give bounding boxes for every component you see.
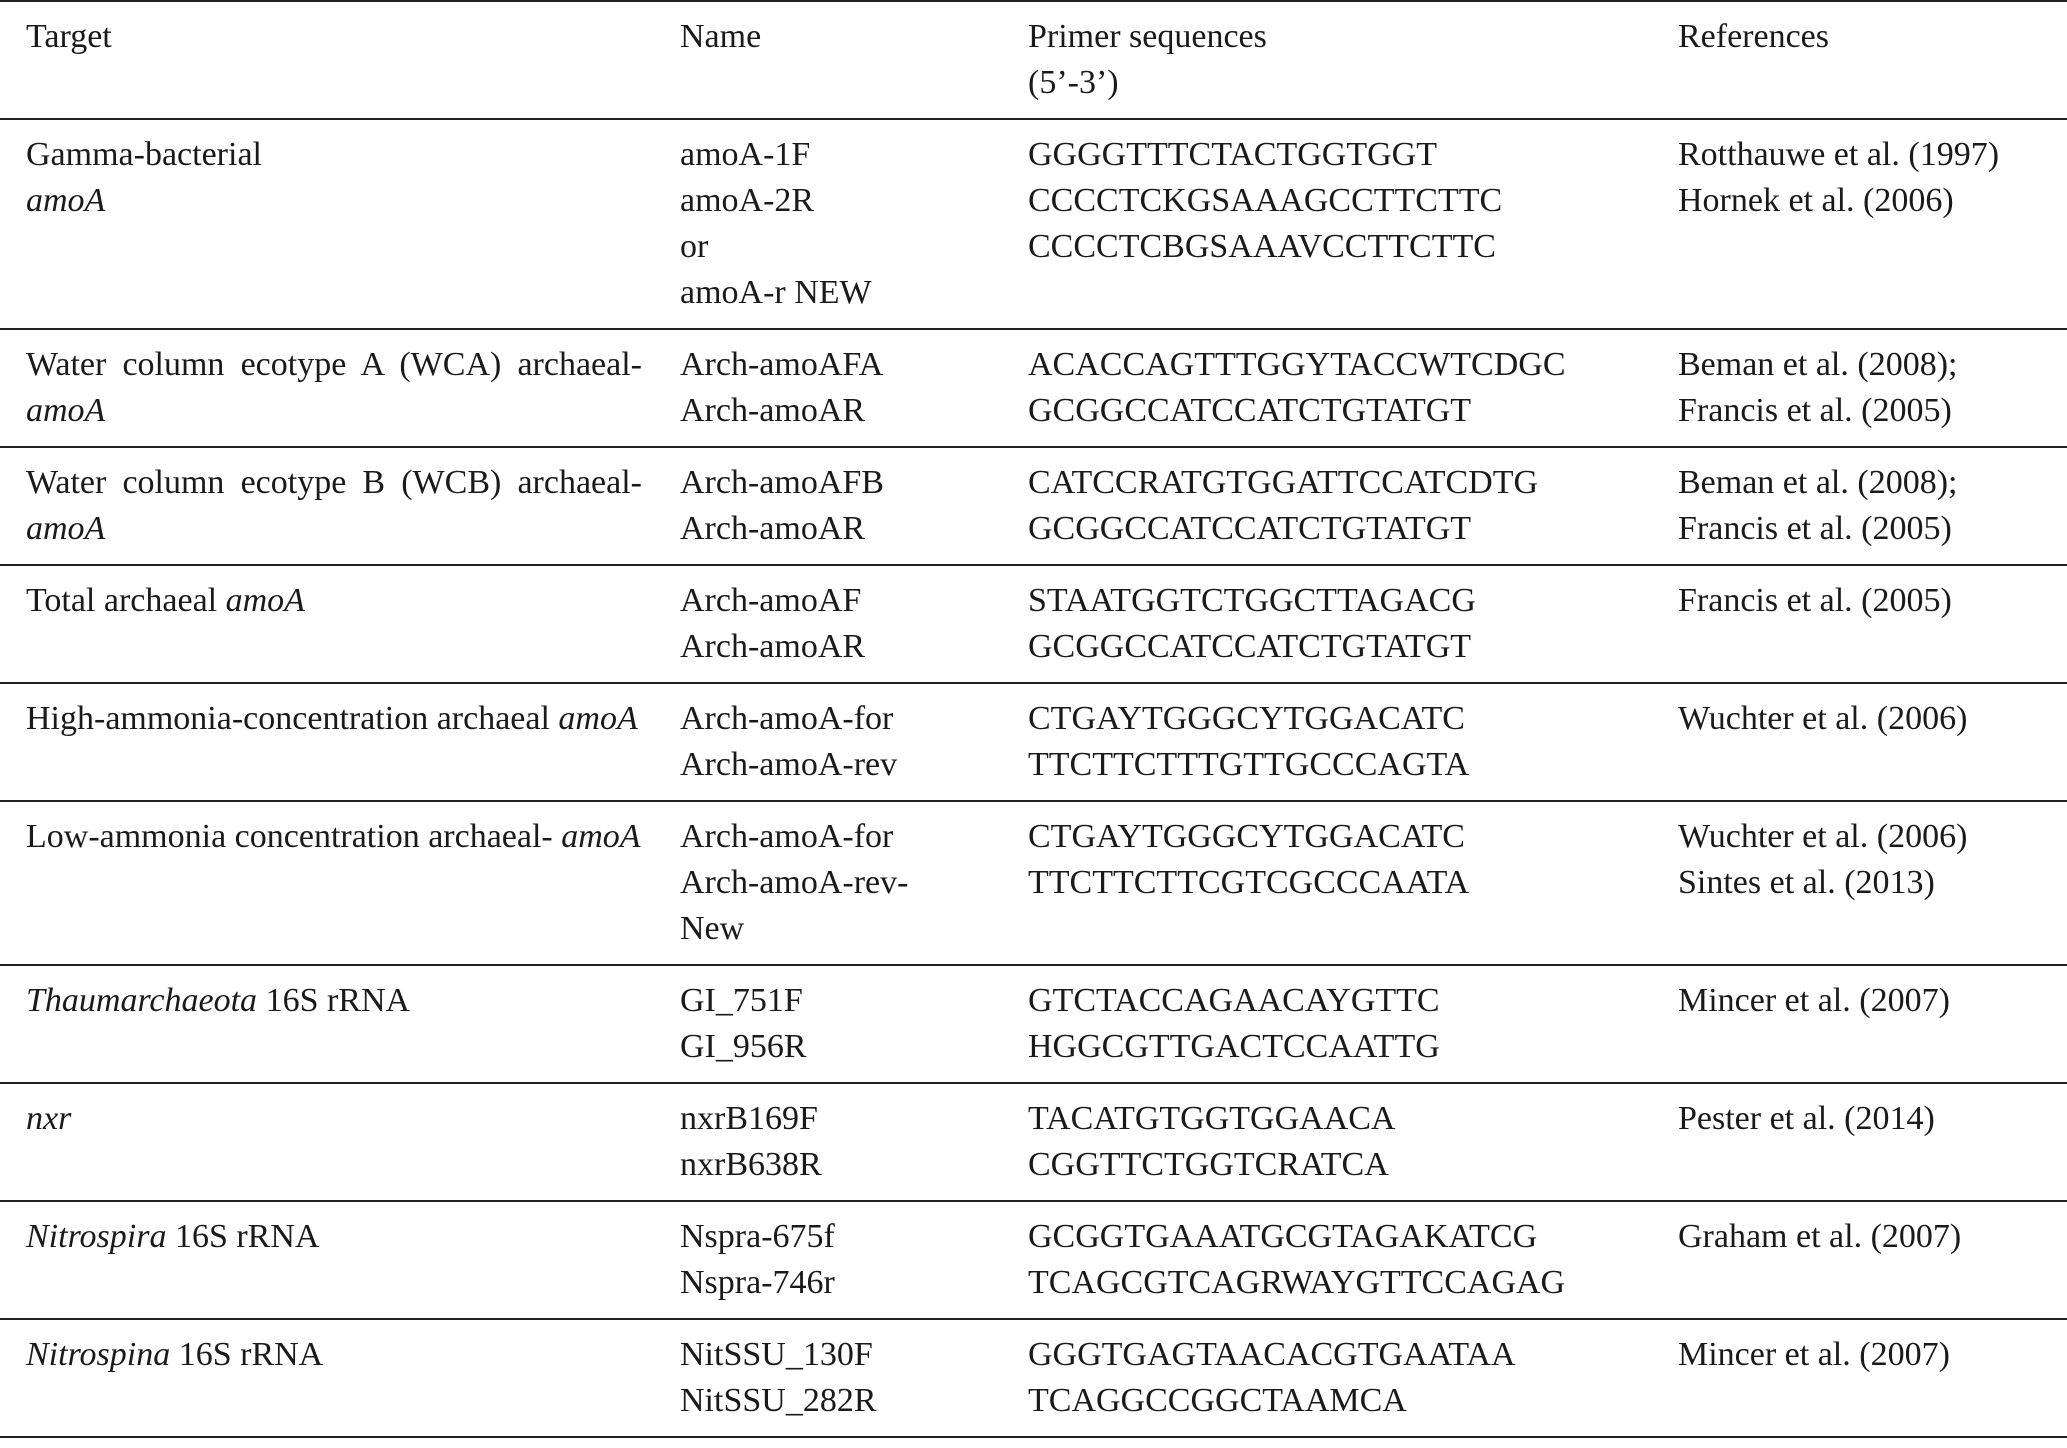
target-gene: amoA	[225, 582, 305, 619]
primer-sequence: CGGTTCTGGTCRATCA	[1028, 1146, 1389, 1183]
primer-sequence: GCGGCCATCCATCTGTATGT	[1028, 628, 1472, 665]
cell-references	[1678, 1083, 2067, 1201]
primer-name: Arch-amoA-rev	[680, 746, 898, 783]
target-gene: nxr	[26, 1100, 72, 1137]
cell-target	[0, 329, 680, 447]
primer-sequence: GGGTGAGTAACACGTGAATAA	[1028, 1336, 1516, 1373]
target-gene: amoA	[561, 818, 641, 855]
primer-name: NitSSU_130F	[680, 1336, 873, 1373]
cell-name	[680, 565, 1028, 683]
cell-sequences	[1028, 1201, 1678, 1319]
cell-references	[1678, 119, 2067, 329]
header-references: References	[1678, 18, 1830, 55]
table-row	[0, 1201, 2067, 1319]
target-text: 16S rRNA	[178, 1336, 324, 1373]
primer-name: Arch-amoAFB	[680, 464, 884, 501]
primer-name: nxrB169F	[680, 1100, 818, 1137]
primer-name: GI_956R	[680, 1028, 807, 1065]
primer-name: nxrB638R	[680, 1146, 822, 1183]
primer-sequence: TTCTTCTTTGTTGCCCAGTA	[1028, 746, 1470, 783]
cell-name	[680, 683, 1028, 801]
reference: Wuchter et al. (2006)	[1678, 818, 1968, 855]
primer-sequence: HGGCGTTGACTCCAATTG	[1028, 1028, 1440, 1065]
table-row	[0, 329, 2067, 447]
primer-sequence: TCAGGCCGGCTAAMCA	[1028, 1382, 1407, 1419]
primer-name: Arch-amoAR	[680, 510, 866, 547]
target-text: High-ammonia-concentration archaeal	[26, 700, 550, 737]
reference: Beman et al. (2008);	[1678, 464, 1958, 501]
target-text: Gamma-bacterial	[26, 136, 262, 173]
primer-sequence: ACACCAGTTTGGYTACCWTCDGC	[1028, 346, 1566, 383]
reference: Mincer et al. (2007)	[1678, 982, 1950, 1019]
cell-target	[0, 565, 680, 683]
target-taxon: Nitrospina	[26, 1336, 171, 1373]
cell-target	[0, 447, 680, 565]
cell-sequences	[1028, 447, 1678, 565]
table-row	[0, 801, 2067, 965]
cell-references	[1678, 1201, 2067, 1319]
target-gene: amoA	[26, 510, 106, 547]
cell-references	[1678, 965, 2067, 1083]
primer-sequence: GCGGTGAAATGCGTAGAKATCG	[1028, 1218, 1538, 1255]
primer-sequence: STAATGGTCTGGCTTAGACG	[1028, 582, 1476, 619]
primer-name: Nspra-675f	[680, 1218, 835, 1255]
primer-sequence: GCGGCCATCCATCTGTATGT	[1028, 392, 1472, 429]
target-text: 16S rRNA	[265, 982, 411, 1019]
cell-target	[0, 1201, 680, 1319]
table-row	[0, 119, 2067, 329]
primer-name: amoA-r NEW	[680, 274, 872, 311]
reference: Pester et al. (2014)	[1678, 1100, 1935, 1137]
primer-name: Arch-amoAFA	[680, 346, 884, 383]
primer-sequence: CTGAYTGGGCYTGGACATC	[1028, 700, 1465, 737]
cell-sequences	[1028, 1319, 1678, 1437]
target-text: Total archaeal	[26, 582, 218, 619]
cell-references	[1678, 1319, 2067, 1437]
primer-sequence: CATCCRATGTGGATTCCATCDTG	[1028, 464, 1539, 501]
reference: Hornek et al. (2006)	[1678, 182, 1954, 219]
primer-sequence: TCAGCGTCAGRWAYGTTCCAGAG	[1028, 1264, 1566, 1301]
primer-name: Arch-amoAF	[680, 582, 862, 619]
primer-sequence: GTCTACCAGAACAYGTTC	[1028, 982, 1440, 1019]
cell-sequences	[1028, 329, 1678, 447]
cell-references	[1678, 683, 2067, 801]
cell-target	[0, 1319, 680, 1437]
target-gene: amoA	[558, 700, 638, 737]
cell-sequences	[1028, 965, 1678, 1083]
primer-name: amoA-2R	[680, 182, 815, 219]
reference: Francis et al. (2005)	[1678, 510, 1952, 547]
target-gene: amoA	[26, 392, 106, 429]
table-header-row	[0, 1, 2067, 119]
cell-name	[680, 1319, 1028, 1437]
reference: Francis et al. (2005)	[1678, 392, 1952, 429]
primer-sequence: TACATGTGGTGGAACA	[1028, 1100, 1396, 1137]
table-row	[0, 565, 2067, 683]
header-name: Name	[680, 18, 762, 55]
table-row	[0, 447, 2067, 565]
cell-sequences	[1028, 801, 1678, 965]
primer-sequence: CCCCTCBGSAAAVCCTTCTTC	[1028, 228, 1496, 265]
reference: Wuchter et al. (2006)	[1678, 700, 1968, 737]
target-gene: amoA	[26, 182, 106, 219]
primer-name: GI_751F	[680, 982, 803, 1019]
primer-name: Arch-amoA-rev-	[680, 864, 909, 901]
target-text: Water column ecotype B (WCB) archaeal-	[26, 464, 642, 501]
target-text: 16S rRNA	[174, 1218, 320, 1255]
primer-sequence: GGGGTTTCTACTGGTGGT	[1028, 136, 1437, 173]
primer-sequence: CCCCTCKGSAAAGCCTTCTTC	[1028, 182, 1503, 219]
primer-sequence: CTGAYTGGGCYTGGACATC	[1028, 818, 1465, 855]
cell-name	[680, 1083, 1028, 1201]
reference: Graham et al. (2007)	[1678, 1218, 1962, 1255]
primer-sequence: TTCTTCTTCGTCGCCCAATA	[1028, 864, 1470, 901]
cell-name	[680, 801, 1028, 965]
primer-name: Nspra-746r	[680, 1264, 835, 1301]
target-text: Water column ecotype A (WCA) archaeal-	[26, 346, 642, 383]
table-row	[0, 1319, 2067, 1437]
cell-references	[1678, 801, 2067, 965]
primer-name: New	[680, 910, 745, 947]
cell-name	[680, 329, 1028, 447]
table-row	[0, 1083, 2067, 1201]
target-taxon: Thaumarchaeota	[26, 982, 258, 1019]
primer-name: Arch-amoAR	[680, 628, 866, 665]
cell-target	[0, 1083, 680, 1201]
table-row	[0, 683, 2067, 801]
header-sequences-line1: Primer sequences	[1028, 18, 1267, 55]
primer-name: NitSSU_282R	[680, 1382, 877, 1419]
cell-target	[0, 119, 680, 329]
header-primer-sequences	[1028, 1, 1678, 119]
cell-sequences	[1028, 1083, 1678, 1201]
cell-name	[680, 447, 1028, 565]
table-row	[0, 965, 2067, 1083]
cell-sequences	[1028, 683, 1678, 801]
primer-name: or	[680, 228, 709, 265]
cell-target	[0, 683, 680, 801]
primer-sequence: GCGGCCATCCATCTGTATGT	[1028, 510, 1472, 547]
cell-name	[680, 119, 1028, 329]
cell-target	[0, 965, 680, 1083]
cell-references	[1678, 565, 2067, 683]
cell-name	[680, 965, 1028, 1083]
header-target: Target	[26, 18, 112, 55]
reference: Mincer et al. (2007)	[1678, 1336, 1950, 1373]
cell-target	[0, 801, 680, 965]
primer-name: Arch-amoA-for	[680, 818, 894, 855]
reference: Rotthauwe et al. (1997)	[1678, 136, 2000, 173]
cell-references	[1678, 447, 2067, 565]
primer-name: amoA-1F	[680, 136, 811, 173]
cell-name	[680, 1201, 1028, 1319]
cell-sequences	[1028, 119, 1678, 329]
cell-references	[1678, 329, 2067, 447]
target-text: Low-ammonia concentration archaeal-	[26, 818, 553, 855]
cell-sequences	[1028, 565, 1678, 683]
reference: Beman et al. (2008);	[1678, 346, 1958, 383]
primer-name: Arch-amoA-for	[680, 700, 894, 737]
reference: Francis et al. (2005)	[1678, 582, 1952, 619]
header-sequences-line2: (5’-3’)	[1028, 64, 1119, 101]
target-taxon: Nitrospira	[26, 1218, 167, 1255]
reference: Sintes et al. (2013)	[1678, 864, 1935, 901]
primer-name: Arch-amoAR	[680, 392, 866, 429]
